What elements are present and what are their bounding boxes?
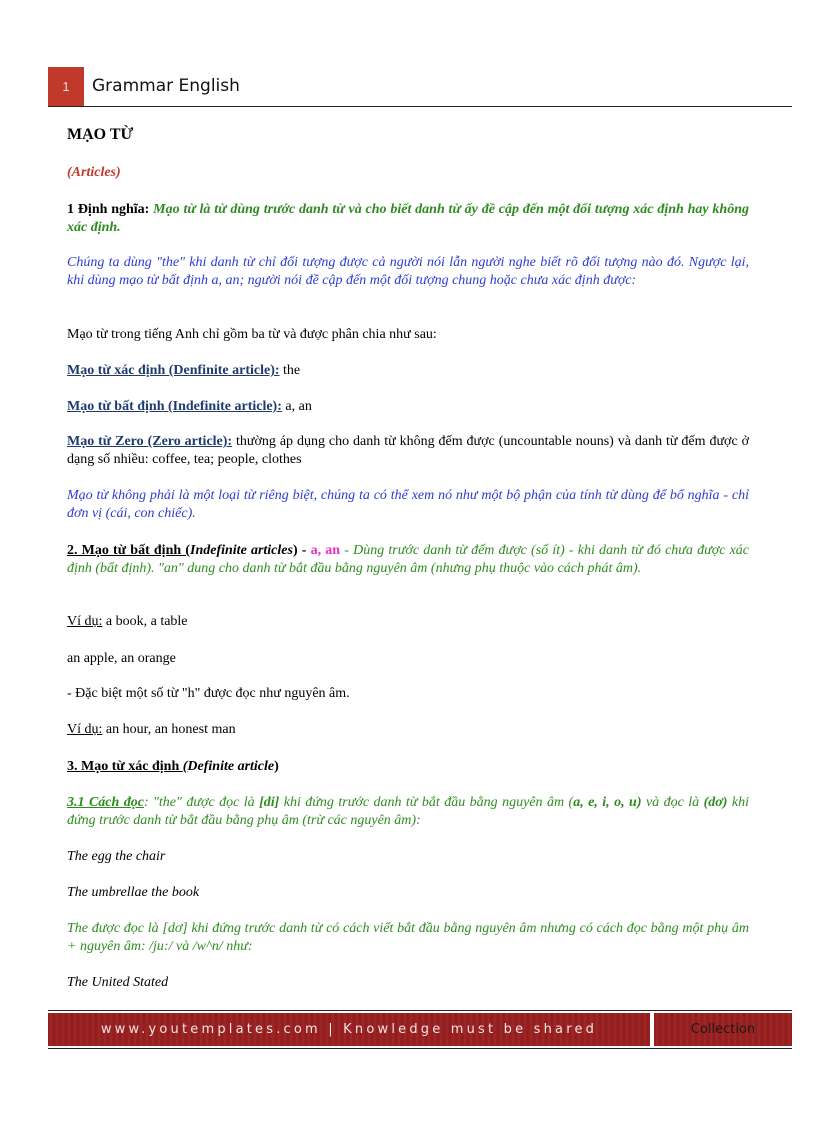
footer-collection-box <box>654 1013 792 1046</box>
section-3-1-label: 3.1 Cách đọc <box>67 795 144 810</box>
section-3-1-mid2: và đọc là <box>641 795 704 810</box>
doc-title: MẠO TỪ <box>67 126 134 143</box>
example-3-text: an hour, an honest man <box>102 722 236 737</box>
section-2-paren-close: ) - <box>292 543 311 558</box>
footer-bottom-rule <box>48 1048 792 1049</box>
example-1-text: a book, a table <box>102 614 188 629</box>
header-title: Grammar English <box>92 76 240 96</box>
section-3-paren-open: ( <box>182 759 188 774</box>
article-note-paragraph: Mạo từ không phải là một loại từ riêng biệt, chúng ta có thể xem nó như một bộ phận của tính từ dùng để bổ nghĩa - chỉ đơn vị (cái, con chiếc). <box>67 488 749 521</box>
section-2-a-an: a, an <box>310 543 341 558</box>
section-3-1-mid: khi đứng trước danh từ bắt đầu bằng nguyên âm ( <box>279 795 574 810</box>
footer-tagline[interactable]: www.youtemplates.com | Knowledge must be shared <box>100 1022 598 1037</box>
example-3 <box>67 721 749 739</box>
doc-subtitle: (Articles) <box>67 165 121 180</box>
indefinite-article-link[interactable]: Mạo từ bất định (Indefinite article): <box>67 399 282 414</box>
example-united-states: The United Stated <box>67 975 169 990</box>
example-egg-chair: The egg the chair <box>67 849 166 864</box>
section-2-paragraph <box>67 542 749 578</box>
section-3-1-colon: : "the" được đọc là <box>143 795 260 810</box>
indefinite-article-value: a, an <box>281 399 312 414</box>
section-3-1-vowels: a, e, i, o, u) <box>573 795 642 810</box>
header-rule <box>48 106 792 107</box>
example-label: Ví dụ: <box>67 614 103 629</box>
section-3-heading <box>67 758 749 776</box>
example-2: an apple, an orange <box>67 651 176 666</box>
the-usage-paragraph: Chúng ta dùng "the" khi danh từ chỉ đối tượng được cả người nói lẫn người nghe biết rõ đối tượng nào đó. Ngược lại, khi dùng mạo từ bất định a, an; người nói đề cập đến một đối tượng chung hoặc chưa xác định được: <box>67 255 749 288</box>
section-2-text: - Dùng trước danh từ đếm được (số ít) - khi danh từ đó chưa được xác định (bất định). "an" dung cho danh từ bắt đầu bằng nguyên âm (nhưng phụ thuộc vào cách phát âm). <box>67 543 750 576</box>
definition-text: Mạo từ là từ dùng trước danh từ và cho biết danh từ ấy đề cập đến một đối tượng xác định hay không xác định. <box>67 202 749 235</box>
section-3-label: 3. Mạo từ xác định <box>67 759 183 774</box>
page-number: 1 <box>62 79 70 94</box>
definite-article-value: the <box>279 363 301 378</box>
section-2-italic: Indefinite articles <box>190 543 293 558</box>
indefinite-article-line <box>67 398 749 416</box>
section-2-paren-open: ( <box>181 543 190 558</box>
zero-article-link[interactable]: Mạo từ Zero (Zero article): <box>67 434 233 449</box>
example-umbrella-book: The umbrellae the book <box>67 885 200 900</box>
footer-collection: Collection <box>690 1022 756 1037</box>
section-2-heading: 2. Mạo từ bất định <box>67 543 182 558</box>
section-3-1-di: [di] <box>259 795 280 810</box>
section-3-1-paragraph <box>67 794 749 830</box>
section-3-paren-close: ) <box>274 759 279 774</box>
definite-article-line <box>67 362 749 380</box>
footer-tagline-band[interactable] <box>48 1013 650 1046</box>
zero-article-line <box>67 433 749 469</box>
page-number-badge <box>48 67 84 106</box>
h-vowel-note: - Đặc biệt một số từ "h" được đọc như nguyên âm. <box>67 686 350 701</box>
example-label: Ví dụ: <box>67 722 103 737</box>
example-1 <box>67 613 749 631</box>
zero-article-value: thường áp dụng cho danh từ không đếm được (uncountable nouns) và danh từ đếm được ở dạng số nhiều: coffee, tea; people, clothes <box>67 434 749 467</box>
do-pronunciation-paragraph: The được đọc là [dơ] khi đứng trước danh từ có cách viết bắt đầu bằng nguyên âm nhưng có cách đọc bằng một phụ âm + nguyên âm: /ju:/ và /w^n/ như: <box>67 921 749 954</box>
section-3-italic: Definite article <box>187 759 275 774</box>
section-3-1-do: (dơ) <box>703 795 728 810</box>
definition-paragraph <box>67 201 749 237</box>
definition-label: 1 Định nghĩa: <box>67 202 150 217</box>
section-3-1-end: khi đứng trước danh từ bắt đầu bằng phụ âm (trừ các nguyên âm): <box>67 795 749 828</box>
three-articles-intro: Mạo từ trong tiếng Anh chỉ gồm ba từ và được phân chia như sau: <box>67 327 437 342</box>
footer-top-rule <box>48 1010 792 1011</box>
definite-article-link[interactable]: Mạo từ xác định (Denfinite article): <box>67 363 280 378</box>
